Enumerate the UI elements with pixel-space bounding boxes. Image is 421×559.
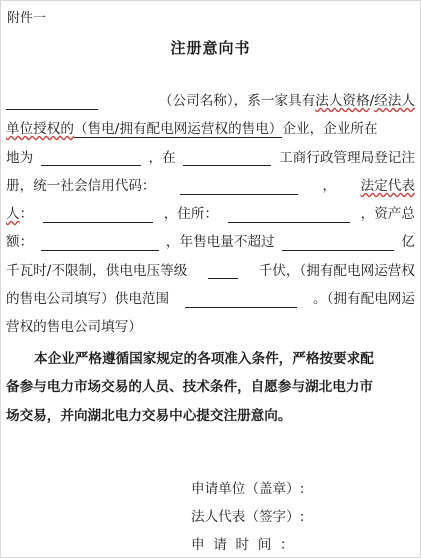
legal-representative-text: 法定代表 [360,177,415,194]
paragraph-line-7 [6,257,415,285]
unit-authorized-text: 单位授权的 [6,121,74,138]
text-segment: 额： [6,234,34,251]
registration-authority-blank[interactable] [183,149,271,166]
text-segment: 营权的售电公司填写） [6,319,142,336]
paragraph-line-1 [6,87,415,115]
commitment-line-3: 场交易，并向湖北电力交易中心提交注册意向。 [6,407,292,424]
commitment-line-2: 备参与电力市场交易的人员、技术条件，自愿参与湖北电力市 [6,379,374,396]
signature-block [191,475,304,559]
applicant-seal-label: 申请单位（盖章）: [191,481,305,497]
annual-sales-label: ，年售电量不超过 [165,234,275,251]
voltage-level-blank[interactable] [208,262,238,279]
address-label: ，住所： [163,206,219,223]
voltage-level-label: 千瓦时/不限制，供电电压等级 [6,262,188,279]
legal-representative-blank[interactable] [43,206,153,223]
text-segment: ， [322,177,337,194]
commitment-paragraph [6,345,415,430]
supply-area-blank[interactable] [185,291,297,308]
company-name-blank[interactable] [6,93,98,110]
total-assets-blank[interactable] [41,234,159,251]
text-segment: 。（拥有配电网运 [313,291,415,308]
application-date-label: 申 请 时 间 ： [191,537,294,553]
company-type-options: （售电/拥有配电网运营权的售电） [73,121,283,138]
credit-code-label: 册，统一社会信用代码： [6,177,156,194]
paragraph-line-2 [6,115,415,143]
paragraph-line-3 [6,144,415,172]
text-segment: ： [19,206,34,223]
registration-paragraph [6,87,415,342]
text-segment: 地为 [6,149,34,166]
document-title: 注册意向书 [170,39,251,57]
annual-sales-blank[interactable] [282,234,394,251]
legal-person-qualification-text: 法人资格 [315,93,370,109]
commitment-line-1: 本企业严格遵循国家规定的各项准入条件，严格按要求配 [34,351,374,367]
paragraph-line-9 [6,313,415,341]
text-segment: / [369,93,375,109]
total-assets-label: ，资产总 [360,206,415,223]
address-blank[interactable] [228,206,350,223]
legal-rep-signature-label: 法人代表（签字）: [191,509,305,525]
paragraph-line-8 [6,285,415,313]
paragraph-line-6 [6,228,415,256]
unit-label: 亿 [401,234,415,251]
legal-representative-text-end: 人 [6,206,20,223]
text-segment: 千伏，（拥有配电网运营权 [258,262,415,279]
text-segment: 企业，企业所在 [282,121,378,138]
paragraph-line-4 [6,172,415,200]
credit-code-blank[interactable] [180,178,298,195]
supply-area-label: 的售电公司填写）供电范围 [6,291,170,308]
authorized-by-legal-person-text: 经法人 [374,93,415,109]
text-segment: 工商行政管理局登记注 [279,149,415,166]
attachment-label: 附件一 [7,11,47,26]
text-segment: ，在 [148,149,176,166]
location-blank[interactable] [41,149,141,166]
text-segment: （公司名称），系一家具有 [158,93,316,109]
paragraph-line-5 [6,200,415,228]
